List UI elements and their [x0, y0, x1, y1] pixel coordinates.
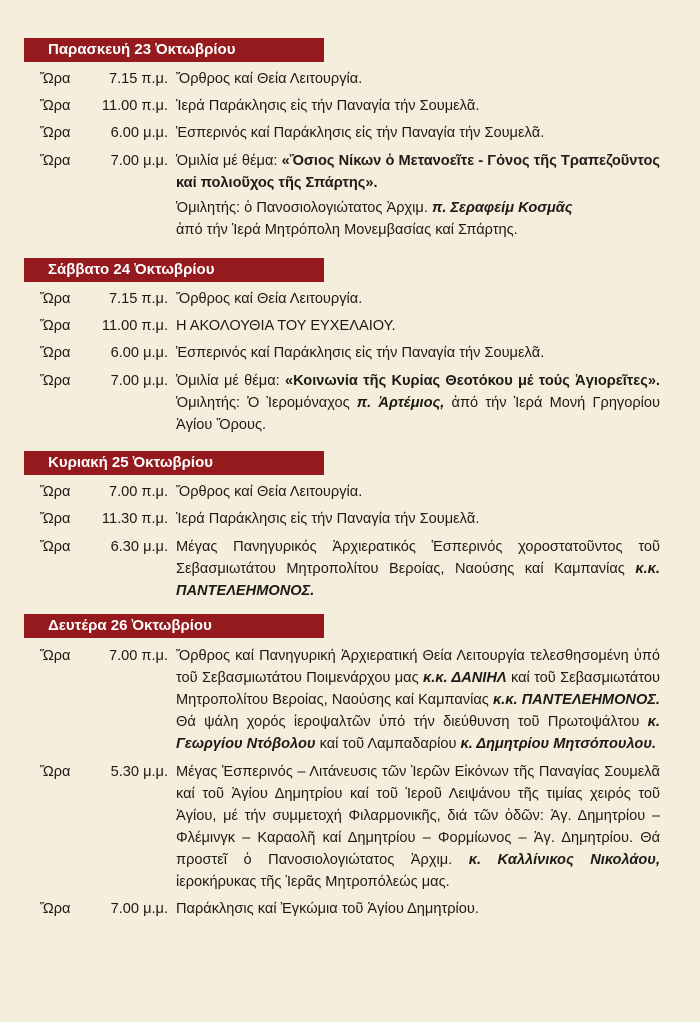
schedule-entry: [40, 506, 700, 533]
desc-text: Ὄρθρος καί Πανηγυρική Ἀρχιερατική Θεία Λειτουργία τελεσθησομένη ὑπό τοῦ Σεβασμιωτάτου Ποιμενάρχου μας: [176, 648, 660, 686]
hora-label: Ὥρα: [40, 98, 71, 114]
day-header: Σάββατο 24 Ὀκτωβρίου: [24, 258, 324, 282]
desc-text: καί τοῦ Σεβασμιωτάτου Μητροπολίτου Βεροίας, Ναούσης καί Καμπανίας: [176, 670, 660, 708]
schedule-entry: [40, 533, 700, 605]
schedule-entry: [40, 147, 700, 197]
speaker-suffix: ἀπό τήν Ἱερά Μητρόπολη Μονεμβασίας καί Σπάρτης.: [176, 222, 518, 238]
desc-text: ἀπό τήν Ἱερά Μονή Γρηγορίου Ἁγίου Ὄρους.: [176, 395, 660, 433]
entry-time: 7.00 π.μ.: [108, 648, 168, 664]
entry-time: 6.00 μ.μ.: [110, 125, 168, 141]
entry-time: 11.00 π.μ.: [101, 318, 168, 334]
schedule-entry: [40, 66, 700, 93]
hora-label: Ὥρα: [40, 539, 71, 555]
day-section: [24, 38, 700, 247]
day-section: [24, 451, 700, 607]
day-header: Δευτέρα 26 Ὀκτωβρίου: [24, 614, 324, 638]
schedule-entry: [40, 93, 700, 120]
hora-label: Ὥρα: [40, 71, 71, 87]
schedule-entry: [40, 896, 700, 923]
entry-description: [176, 536, 700, 602]
speaker-name: π. Σεραφείμ Κοσμᾶς: [431, 200, 573, 216]
schedule-entry: [40, 340, 700, 367]
speaker-name: π. Ἀρτέμιος,: [356, 395, 445, 411]
entry-description: Η ΑΚΟΛΟΥΘΙΑ ΤΟΥ ΕΥΧΕΛΑΙΟΥ.: [176, 318, 396, 334]
chanter-name: κ. Δημητρίου Μητσόπουλου.: [460, 736, 657, 752]
preacher-name: κ. Καλλίνικος Νικολάου,: [468, 852, 660, 868]
desc-text: Θά ψάλη χορός ἱεροψαλτῶν ὑπό τήν διεύθυνση τοῦ Πρωτοψάλτου: [176, 714, 648, 730]
hora-label: Ὥρα: [40, 373, 71, 389]
schedule-entry: [40, 120, 700, 147]
entry-time: 7.00 μ.μ.: [110, 373, 168, 389]
entry-time: 11.30 π.μ.: [101, 511, 168, 527]
entry-description: Ὄρθρος καί Θεία Λειτουργία.: [176, 71, 363, 87]
hora-label: Ὥρα: [40, 318, 71, 334]
entry-time: 7.15 π.μ.: [108, 291, 168, 307]
entry-description: [176, 150, 700, 194]
day-header: Παρασκευή 23 Ὀκτωβρίου: [24, 38, 324, 62]
entry-time: 7.15 π.μ.: [108, 71, 168, 87]
entry-description: [176, 761, 700, 893]
entry-description: [176, 645, 700, 755]
hora-label: Ὥρα: [40, 345, 71, 361]
hierarch-name: κ.κ. ΠΑΝΤΕΛΕΗΜΟΝΟΣ.: [492, 692, 660, 708]
desc-text: καί τοῦ Λαμπαδαρίου: [315, 736, 461, 752]
entry-description: Ἑσπερινός καί Παράκλησις εἰς τήν Παναγία τήν Σουμελᾶ.: [176, 345, 545, 361]
entry-description: Ἱερά Παράκλησις εἰς τήν Παναγία τήν Σουμελᾶ.: [176, 98, 480, 114]
hora-label: Ὥρα: [40, 125, 71, 141]
entry-description: Ὄρθρος καί Θεία Λειτουργία.: [176, 484, 363, 500]
hora-label: Ὥρα: [40, 901, 71, 917]
schedule-entry: [40, 313, 700, 340]
schedule-entry: [40, 642, 700, 758]
day-header: Κυριακή 25 Ὀκτωβρίου: [24, 451, 324, 475]
entry-description: [176, 370, 700, 436]
schedule-entry: [40, 479, 700, 506]
chanter-name: κ. Γεωργίου Ντόβολου: [176, 714, 660, 752]
hora-label: Ὥρα: [40, 484, 71, 500]
entry-time: 6.30 μ.μ.: [110, 539, 168, 555]
desc-text: Ὁμιλία μέ θέμα:: [176, 373, 285, 389]
desc-text: Μέγας Πανηγυρικός Ἀρχιερατικός Ἑσπερινός χοροστατοῦντος τοῦ Σεβασμιωτάτου Μητροπολίτου Βεροίας, Ναούσης καί Καμπανίας: [176, 539, 660, 577]
desc-text: ἱεροκήρυκας τῆς Ἱερᾶς Μητροπόλεώς μας.: [176, 874, 450, 890]
entry-description: Ὄρθρος καί Θεία Λειτουργία.: [176, 291, 363, 307]
hora-label: Ὥρα: [40, 153, 71, 169]
speaker-info: [40, 197, 700, 241]
entry-time: 7.00 π.μ.: [108, 484, 168, 500]
hierarch-name: κ.κ. ΔΑΝΙΗΛ: [422, 670, 507, 686]
hora-label: Ὥρα: [40, 764, 71, 780]
schedule-entry: [40, 286, 700, 313]
entry-description: Ἱερά Παράκλησις εἰς τήν Παναγία τήν Σουμελᾶ.: [176, 511, 480, 527]
desc-text: Μέγας Ἑσπερινός – Λιτάνευσις τῶν Ἱερῶν Εἰκόνων τῆς Παναγίας Σουμελᾶ καί τοῦ Ἁγίου Δημητρίου καί τοῦ Ἱεροῦ Λειψάνου τῆς τιμίας χειρός τοῦ Ἁγίου, μέ τήν συμμετοχή Φιλαρμονικῆς, διά τῶν ὁδῶν: Ἁγ. Δημητρίου – Φλέμινγκ – Καραολῆ καί Δημητρίου – Φορμίωνος – Ἁγ. Δημητρίου. Θά προστεῖ ὁ Πανοσιολογιώτατος Ἀρχιμ.: [176, 764, 660, 868]
hora-label: Ὥρα: [40, 511, 71, 527]
schedule-entry: [40, 758, 700, 896]
hierarch-name: κ.κ. ΠΑΝΤΕΛΕΗΜΟΝΟΣ.: [176, 561, 660, 599]
speaker-prefix: Ὁμιλητής: ὁ Πανοσιολογιώτατος Ἀρχιμ.: [176, 200, 432, 216]
hora-label: Ὥρα: [40, 648, 71, 664]
day-section: [24, 614, 700, 925]
desc-text: Ὁμιλία μέ θέμα:: [176, 153, 282, 169]
entry-description: Παράκλησις καί Ἐγκώμια τοῦ Ἁγίου Δημητρίου.: [176, 901, 479, 917]
entry-time: 5.30 μ.μ.: [110, 764, 168, 780]
desc-text: Ὁμιλητής: Ὁ Ἱερομόναχος: [176, 395, 357, 411]
talk-title: «Κοινωνία τῆς Κυρίας Θεοτόκου μέ τούς Ἁγιορεῖτες».: [284, 373, 660, 389]
day-section: [24, 258, 700, 441]
entry-time: 6.00 μ.μ.: [110, 345, 168, 361]
schedule-entry: [40, 367, 700, 439]
entry-time: 7.00 μ.μ.: [110, 153, 168, 169]
entry-time: 11.00 π.μ.: [101, 98, 168, 114]
talk-title: «Ὅσιος Νίκων ὁ Μετανοεῖτε - Γόνος τῆς Τραπεζοῦντος καί πολιοῦχος τῆς Σπάρτης».: [176, 153, 660, 191]
entry-description: Ἑσπερινός καί Παράκλησις εἰς τήν Παναγία τήν Σουμελᾶ.: [176, 125, 545, 141]
entry-time: 7.00 μ.μ.: [110, 901, 168, 917]
hora-label: Ὥρα: [40, 291, 71, 307]
